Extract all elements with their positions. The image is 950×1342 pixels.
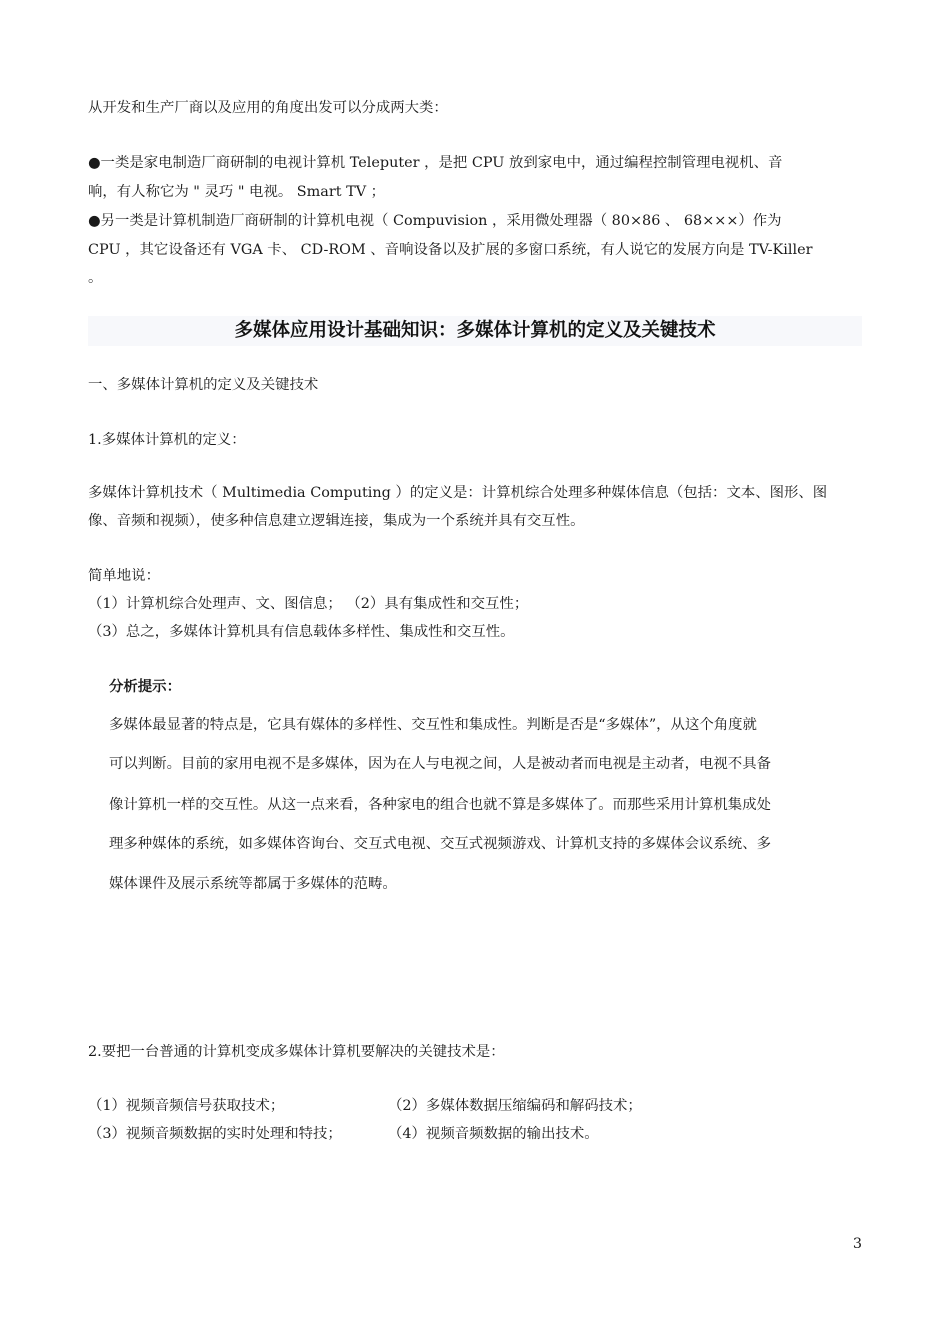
heading-definition-and-key-tech: 一、多媒体计算机的定义及关键技术 [88,377,319,393]
subheading-key-technologies: 2.要把一台普通的计算机变成多媒体计算机要解决的关键技术是： [88,1044,505,1060]
definition-line-1: 多媒体计算机技术（ Multimedia Computing ）的定义是：计算机综合处理多种媒体信息（包括：文本、图形、图 [88,485,828,501]
bullet-compuvision-line-3: 。 [88,270,103,286]
key-tech-item-1: （1）视频音频信号获取技术； [88,1098,285,1114]
definition-line-2: 像、音频和视频），使多种信息建立逻辑连接，集成为一个系统并具有交互性。 [88,513,585,529]
key-tech-item-3: （3）视频音频数据的实时处理和特技； [88,1126,342,1142]
summary-line-1: （1）计算机综合处理声、文、图信息； （2）具有集成性和交互性； [88,596,529,612]
summary-label: 简单地说： [88,568,160,584]
analysis-line: 多媒体最显著的特点是，它具有媒体的多样性、交互性和集成性。判断是否是“多媒体”，从这个角度就 [109,717,757,733]
analysis-line: 可以判断。目前的家用电视不是多媒体，因为在人与电视之间，人是被动者而电视是主动者，电视不具备 [109,756,771,772]
bullet-compuvision-line-2: CPU ，其它设备还有 VGA 卡、 CD-ROM 、音响设备以及扩展的多窗口系统，有人说它的发展方向是 TV-Killer [88,242,813,258]
analysis-hint-title: 分析提示： [109,679,181,695]
analysis-line: 媒体课件及展示系统等都属于多媒体的范畴。 [109,876,397,892]
page-number: 3 [852,1236,862,1252]
intro-text: 从开发和生产厂商以及应用的角度出发可以分成两大类： [88,100,448,116]
summary-line-2: （3）总之，多媒体计算机具有信息载体多样性、集成性和交互性。 [88,624,515,640]
bullet-teleputer-line-2: 响，有人称它为 " 灵巧 " 电视。 Smart TV ； [88,184,386,200]
bullet-teleputer-line-1: ●一类是家电制造厂商研制的电视计算机 Teleputer ，是把 CPU 放到家电中，通过编程控制管理电视机、音 [88,155,783,171]
key-tech-item-4: （4）视频音频数据的输出技术。 [388,1126,599,1142]
subheading-definition: 1.多媒体计算机的定义： [88,432,246,448]
analysis-line: 理多种媒体的系统，如多媒体咨询台、交互式电视、交互式视频游戏、计算机支持的多媒体会议系统、多 [109,836,771,852]
analysis-line: 像计算机一样的交互性。从这一点来看，各种家电的组合也就不算是多媒体了。而那些采用计算机集成处 [109,797,771,813]
bullet-compuvision-line-1: ●另一类是计算机制造厂商研制的计算机电视（ Compuvision ，采用微处理器（ 80×86 、 68×××）作为 [88,213,782,229]
section-title: 多媒体应用设计基础知识：多媒体计算机的定义及关键技术 [234,320,716,341]
key-tech-item-2: （2）多媒体数据压缩编码和解码技术； [388,1098,642,1114]
